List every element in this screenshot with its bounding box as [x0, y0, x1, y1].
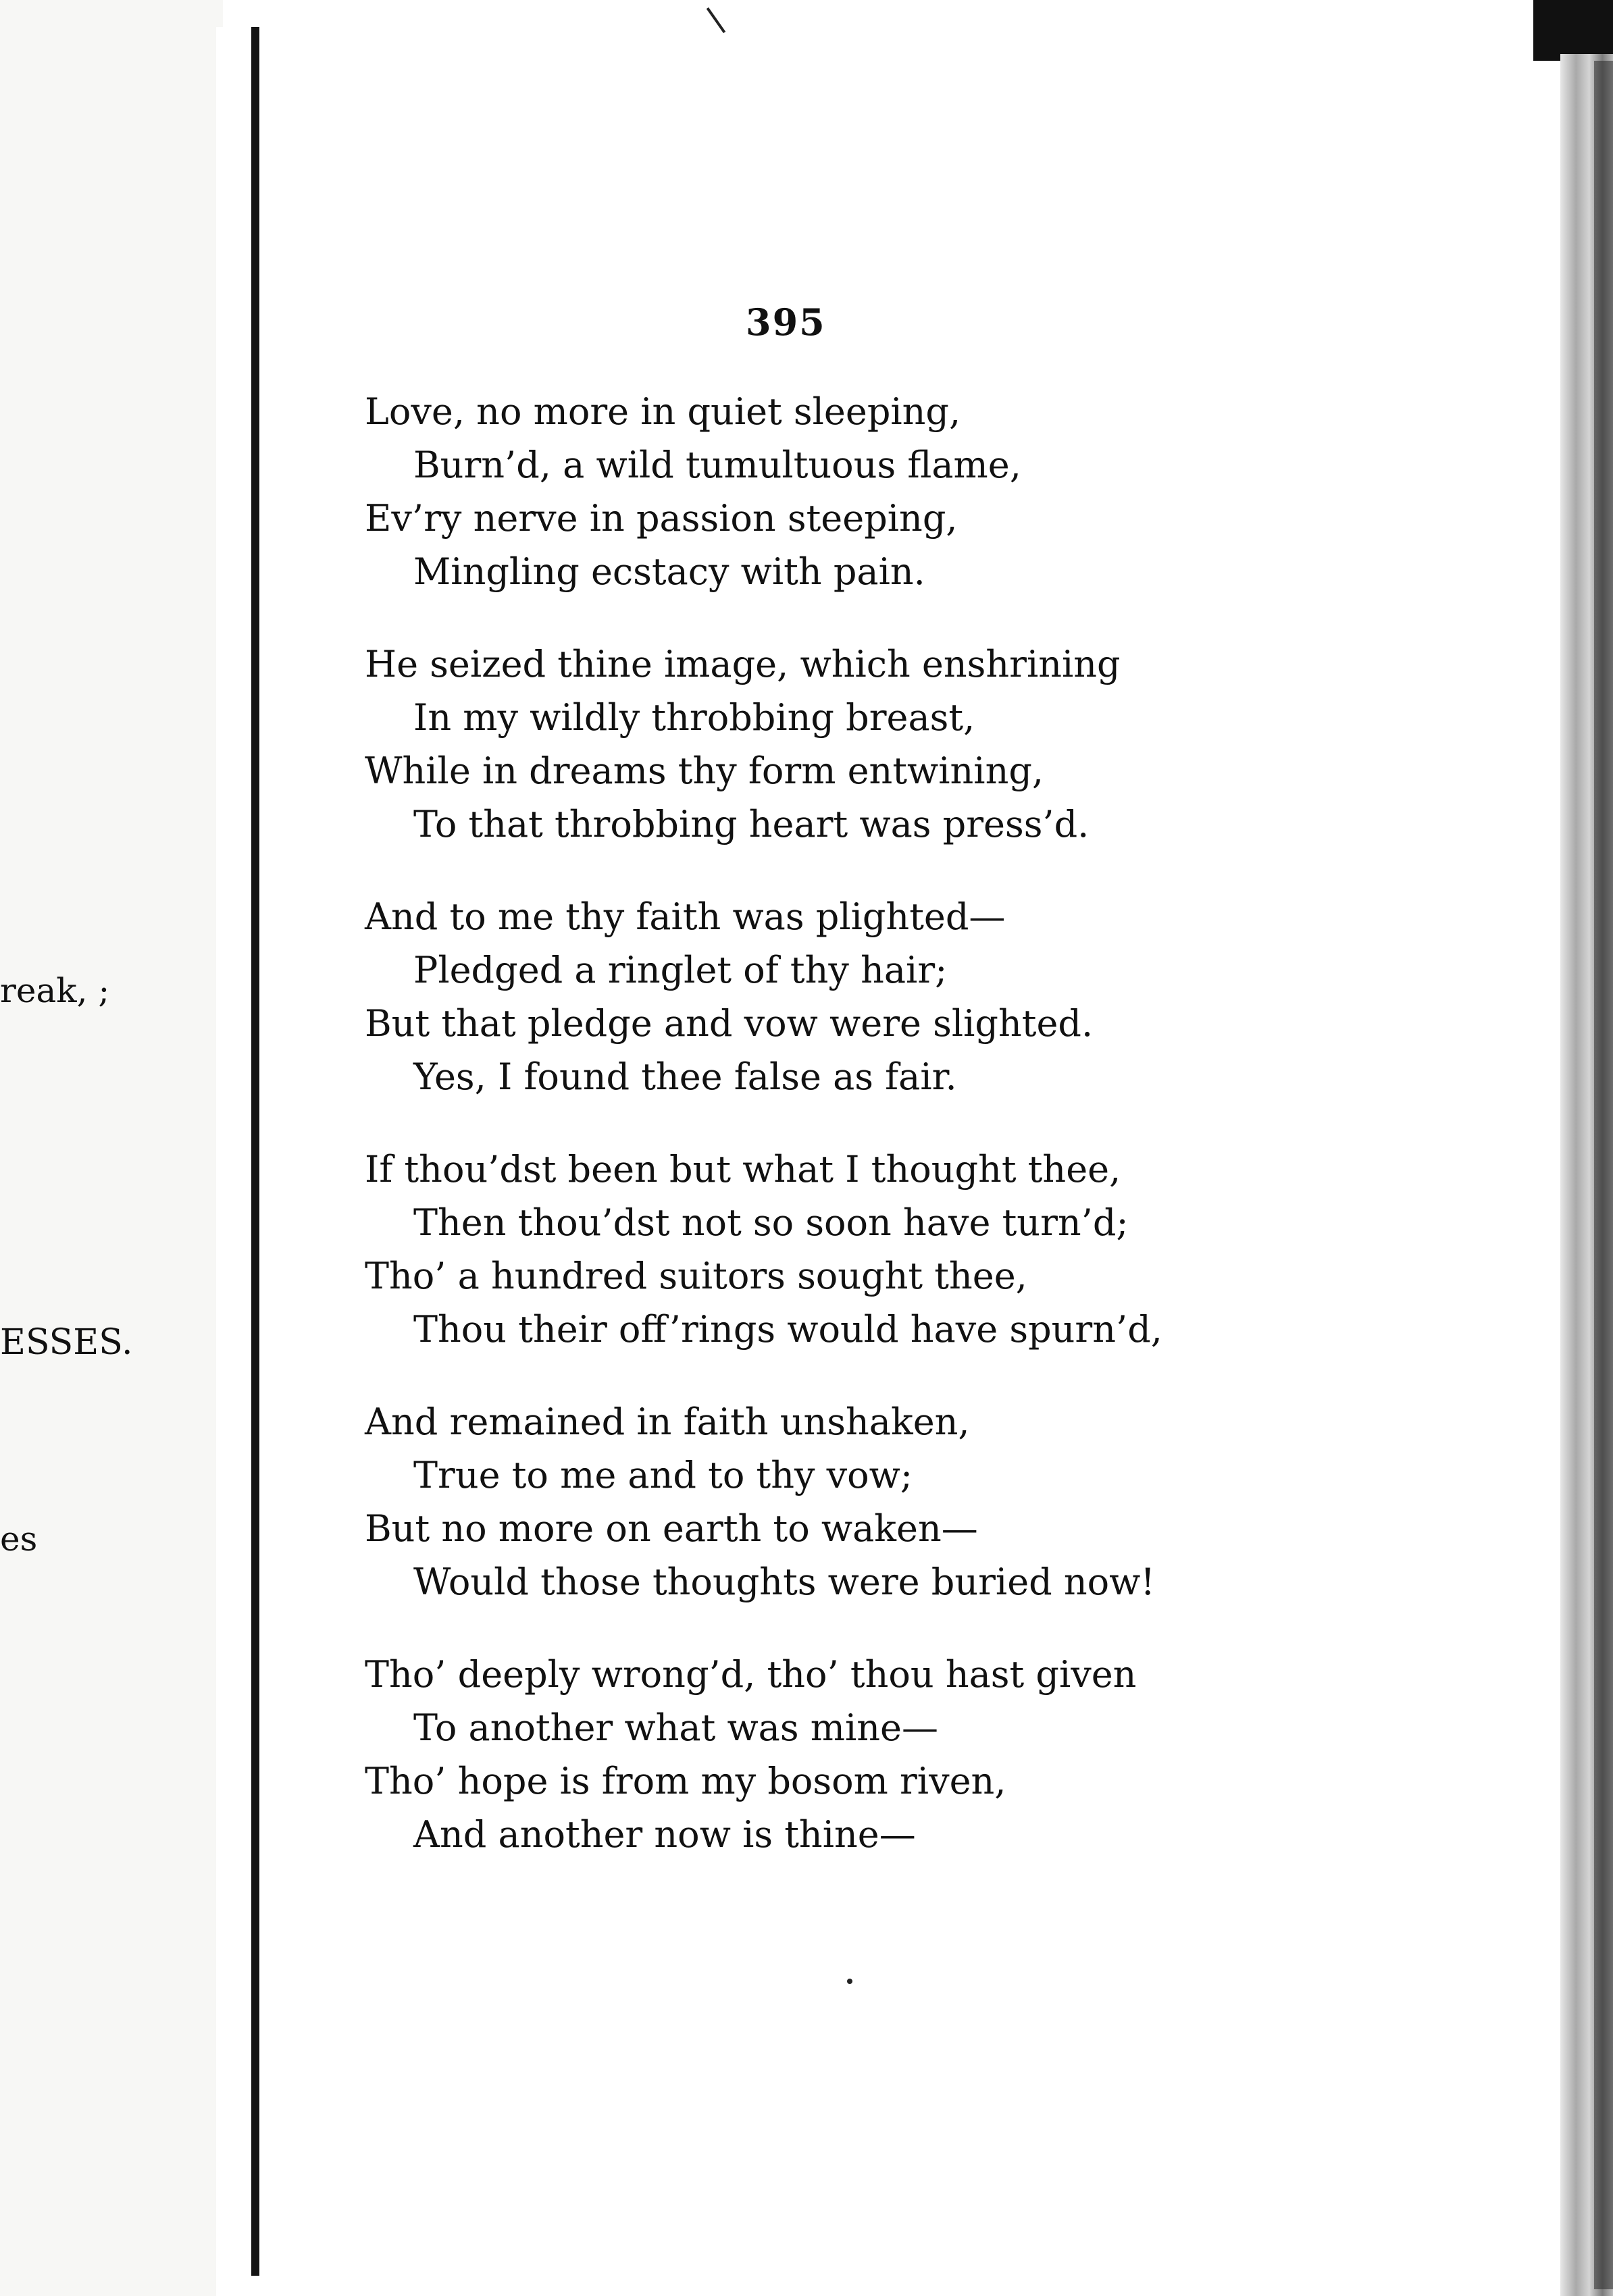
- poem-line: Tho’ deeply wrong’d, tho’ thou hast given: [365, 1653, 1137, 1696]
- left-page-fragment-2: ESSES.: [0, 1322, 133, 1363]
- poem-line: And remained in faith unshaken,: [365, 1401, 970, 1443]
- poem-line: Burn’d, a wild tumultuous flame,: [413, 444, 1021, 486]
- binding-rule: [251, 27, 259, 2276]
- poem-line: True to me and to thy vow;: [413, 1454, 913, 1496]
- poem-line: To another what was mine—: [413, 1706, 938, 1749]
- poem: [365, 385, 1256, 1900]
- stanza: [365, 1395, 1256, 1609]
- poem-line: If thou’dst been but what I thought thee,: [365, 1148, 1121, 1191]
- left-facing-page: [0, 0, 223, 2296]
- poem-line: Love, no more in quiet sleeping,: [365, 390, 961, 433]
- poem-line: But that pledge and vow were slighted.: [365, 1002, 1094, 1045]
- page-number: 395: [746, 301, 826, 344]
- stanza: [365, 637, 1256, 851]
- poem-line: Thou their off’rings would have spurn’d,: [413, 1308, 1162, 1351]
- stanza: [365, 1143, 1256, 1356]
- poem-line: To that throbbing heart was press’d.: [413, 803, 1090, 845]
- poem-line: Ev’ry nerve in passion steeping,: [365, 497, 958, 540]
- poem-line: Mingling ecstacy with pain.: [413, 550, 925, 593]
- poem-line: But no more on earth to waken—: [365, 1507, 978, 1550]
- poem-line: While in dreams thy form entwining,: [365, 750, 1044, 792]
- poem-line: In my wildly throbbing breast,: [413, 696, 975, 739]
- stanza: [365, 1648, 1256, 1861]
- poem-line: And to me thy faith was plighted—: [365, 895, 1006, 938]
- poem-line: Tho’ a hundred suitors sought thee,: [365, 1255, 1027, 1297]
- poem-line: Yes, I found thee false as fair.: [413, 1055, 957, 1098]
- poem-line: Would those thoughts were buried now!: [413, 1561, 1156, 1603]
- stanza: [365, 890, 1256, 1103]
- poem-line: Tho’ hope is from my bosom riven,: [365, 1760, 1006, 1802]
- stanza: [365, 385, 1256, 598]
- top-corner-shadow: [1533, 0, 1613, 62]
- page-gutter: [216, 27, 257, 2296]
- left-page-fragment-3: es: [0, 1519, 38, 1559]
- ink-dot: [847, 1979, 852, 1984]
- poem-line: He seized thine image, which enshrining: [365, 643, 1121, 685]
- page-edge-shadow: [1594, 61, 1613, 2289]
- poem-line: Pledged a ringlet of thy hair;: [413, 949, 948, 991]
- poem-line: Then thou’dst not so soon have turn’d;: [413, 1201, 1129, 1244]
- poem-line: And another now is thine—: [413, 1813, 916, 1856]
- top-margin: [259, 0, 1613, 62]
- left-page-fragment-1: reak, ;: [0, 971, 110, 1010]
